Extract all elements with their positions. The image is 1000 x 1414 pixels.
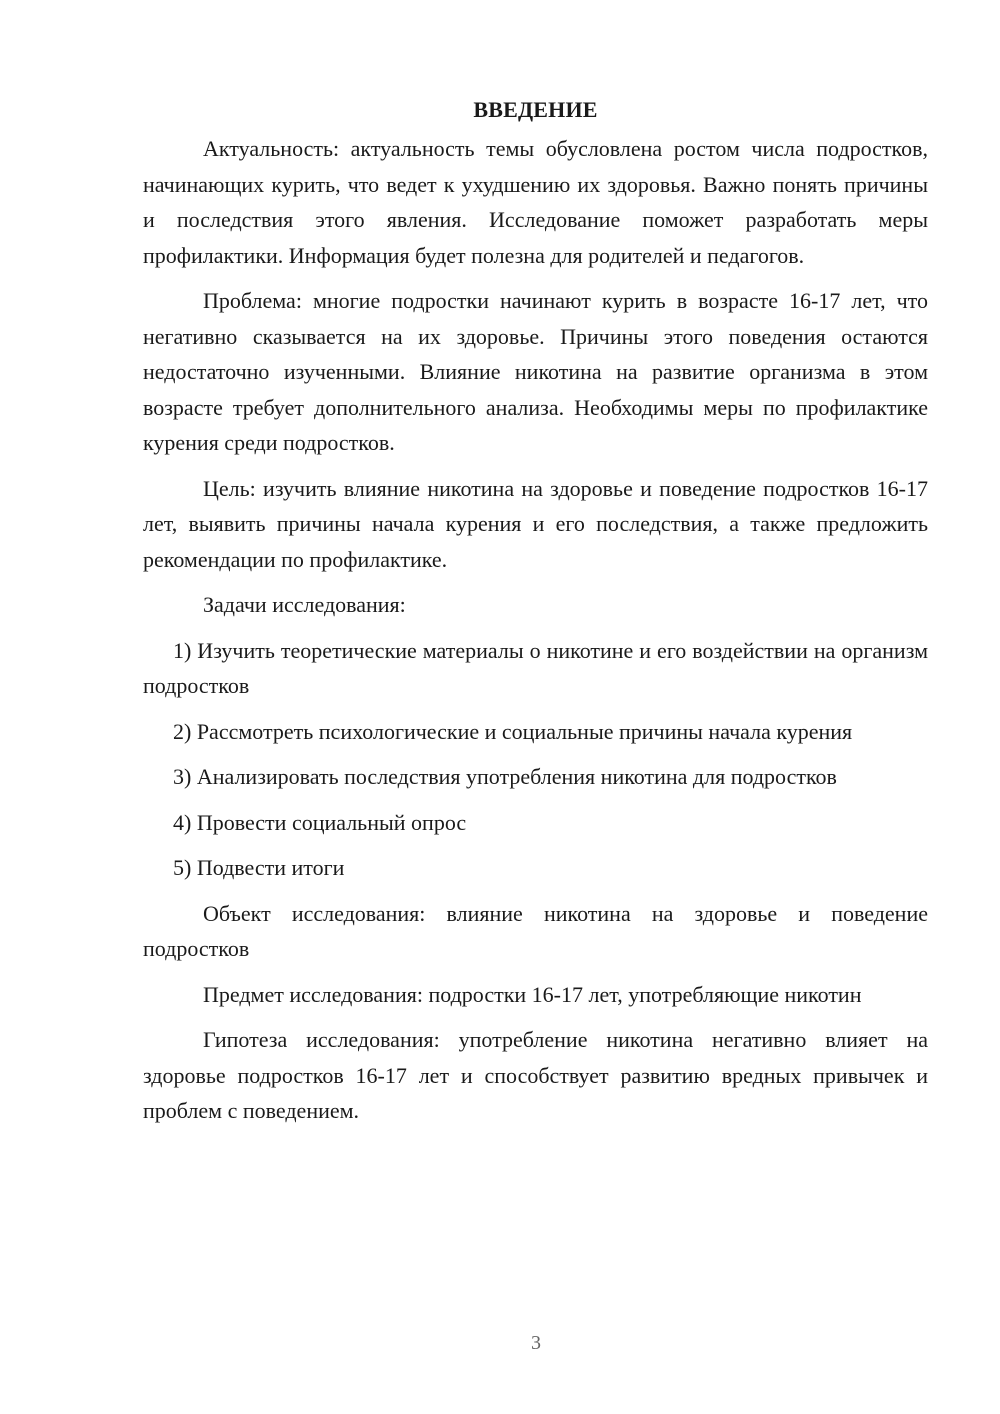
problem-paragraph: Проблема: многие подростки начинают курить в возрасте 16-17 лет, что негативно сказывается на их здоровье. Причины этого поведения остаются недостаточно изученными. Влияние никотина на развитие организма в этом возрасте требует дополнительного анализа. Необходимы меры по профилактике курения среди подростков. [143,288,928,455]
goal-paragraph: Цель: изучить влияние никотина на здоровье и поведение подростков 16-17 лет, выявить причины начала курения и его последствия, а также предложить рекомендации по профилактике. [143,475,928,572]
hypothesis-paragraph: Гипотеза исследования: употребление никотина негативно влияет на здоровье подростков 16-17 лет и способствует развитию вредных привычек и проблем с поведением. [143,1027,928,1123]
task-item: 2) Рассмотреть психологические и социальные причины начала курения [173,718,853,744]
subject-paragraph: Предмет исследования: подростки 16-17 лет, употребляющие никотин [203,981,862,1007]
task-item: 4) Провести социальный опрос [173,809,467,835]
task-item: 5) Подвести итоги [173,855,345,880]
task-item: 3) Анализировать последствия употребления никотина для подростков [173,764,837,789]
tasks-title: Задачи исследования: [203,592,406,617]
document-body [143,92,928,1139]
object-paragraph: Объект исследования: влияние никотина на здоровье и поведение подростков [143,900,928,961]
relevance-paragraph: Актуальность: актуальность темы обусловлена ростом числа подростков, начинающих курить, что ведет к ухудшению их здоровья. Важно понять причины и последствия этого явления. Исследование поможет разработать меры профилактики. Информация будет полезна для родителей и педагогов. [143,136,928,268]
section-heading: ВВЕДЕНИЕ [473,97,598,122]
page-number: 3 [531,1332,541,1354]
task-item: 1) Изучить теоретические материалы о никотине и его воздействии на организм подростков [143,637,928,698]
